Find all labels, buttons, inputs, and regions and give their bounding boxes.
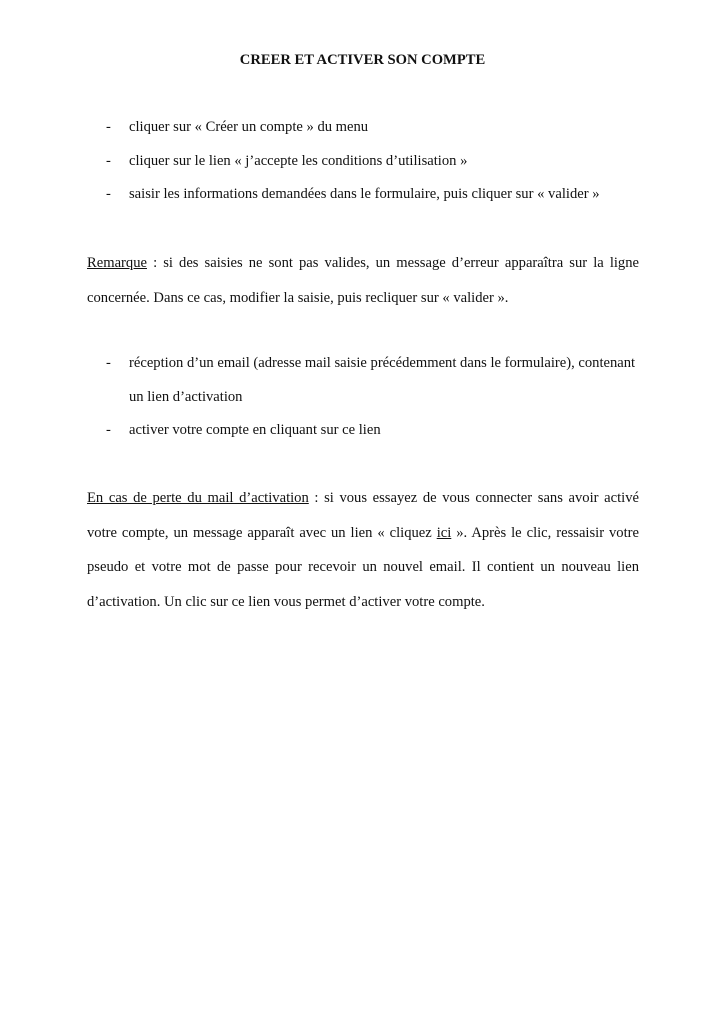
list-item-text: activer votre compte en cliquant sur ce lien (129, 422, 381, 438)
list-item-text: réception d’un email (adresse mail saisie précédemment dans le formulaire), contenant un lien d’activation (129, 355, 636, 405)
remark-label: Remarque (87, 255, 147, 271)
ici-link[interactable]: ici (436, 524, 452, 541)
bullet-dash: - (106, 119, 111, 135)
list-item (87, 145, 639, 179)
remark-text: : si des saisies ne sont pas valides, un message d’erreur apparaîtra sur la ligne concernée. Dans ce cas, modifier la saisie, puis recliquer sur « valider ». (87, 255, 639, 306)
list-item-text: saisir les informations demandées dans le formulaire, puis cliquer sur « valider » (129, 186, 600, 202)
list-item (87, 178, 639, 212)
lost-mail-label: En cas de perte du mail d’activation (87, 490, 309, 506)
list-item (87, 414, 639, 448)
list-item-text: cliquer sur le lien « j’accepte les conditions d’utilisation » (129, 152, 468, 169)
steps-list-1 (87, 111, 639, 212)
bullet-dash: - (106, 186, 111, 202)
list-item (87, 111, 639, 145)
page-title: CREER ET ACTIVER SON COMPTE (239, 52, 486, 68)
lost-mail-paragraph (87, 481, 639, 619)
lost-mail-text-before: : si vous essayez de vous connecter sans avoir activé votre compte, un message apparaît avec un lien « cliquez (87, 490, 639, 541)
bullet-dash: - (106, 152, 111, 169)
bullet-dash: - (106, 422, 111, 438)
lost-mail-text-after: ». Après le clic, ressaisir votre pseudo et votre mot de passe pour recevoir un nouvel email. Il contient un nouveau lien d’activation. Un clic sur ce lien vous permet d’activer votre compte. (87, 524, 640, 610)
steps-list-2 (87, 347, 639, 448)
list-item-text: cliquer sur « Créer un compte » du menu (129, 119, 369, 135)
remark-paragraph (87, 246, 639, 315)
list-item (87, 347, 639, 414)
bullet-dash: - (106, 355, 111, 371)
